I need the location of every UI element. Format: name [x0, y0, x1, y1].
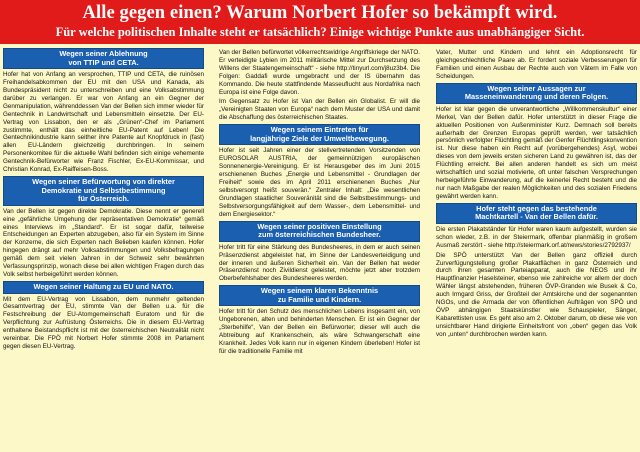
- section-heading-direct-democracy: Wegen seiner Befürwortung von direkter Demokratie und Selbstbestimmung für Österreich.: [3, 176, 204, 206]
- text-column-1: [3, 46, 204, 448]
- text-column-3: [436, 46, 637, 448]
- section-heading-eu-nato: Wegen seiner Haltung zu EU und NATO.: [3, 281, 204, 294]
- paragraph-environment: Hofer ist seit Jahren einer der stellvertretenden Vorsitzenden von EUROSOLAR AUSTRIA, der gemeinnützigen europäischen Sonnenenergie-Vereinigung. Er ist Herausgeber des im Juni 2015 erschienenen Buches „Energie und Lebensmittel - Grundlagen der Freiheit“ sowie des im April 2011 erschienenen Buches „Nur selbstversorgt heißt souverän.“ Zentraler Inhalt: „Die wesentlichen Grundlagen staatlicher Souveränität sind die Selbstbestimmungs- und Selbstversorgungsfähigkeit auf dem Wasser-, dem Lebensmittel- und dem Energiesektor.“: [219, 147, 420, 218]
- headline-banner: [0, 0, 640, 44]
- paragraph-direct-democracy: Van der Bellen ist gegen direkte Demokratie. Diese nennt er generell eine „gefährliche Umgehung der repräsentativen Demokratie“ gemäß eines Interviews im „Standard“. Er ist sogar dafür, teilweise Entscheidungen an Experten abzugeben, also für ein System im Sinne der Konzerne, die sich Experten nach Belieben kaufen können. Hofer hingegen drängt auf mehr Volksabstimmungen und Volksbefragungen gemäß dem seit vielen Jahren in der Schweiz sehr bewährten Verfassungsprinzip, wonach diese bei allen wichtigen Fragen durch das Volk selbst herbeigeführt werden können.: [3, 207, 204, 278]
- paragraph-family-continued: Vater, Mutter und Kindern und lehnt ein Adoptionsrecht für gleichgeschlechtliche Paare ab. Er fordert soziale Verbesserungen für Familien und einen Ausbau der Rechte auch von Vätern im Falle von Scheidungen.: [436, 49, 637, 80]
- headline: Alle gegen einen? Warum Norbert Hofer so bekämpft wird.: [82, 3, 558, 23]
- subheadline: Für welche politischen Inhalte steht er tatsächlich? Einige wichtige Punkte aus unabhängiger Sicht.: [55, 25, 585, 39]
- paragraph-army: Hofer tritt für eine Stärkung des Bundesheeres, in dem er auch seinen Präsenzdienst abgeleistet hat, im Sinne der Landesverteidigung und der inneren und äußeren Sicherheit ein. Van der Bellen hat weder Präsenzdienst noch Zivildienst geleistet, möchte jetzt aber trotzdem Oberbefehlshaber des Bundesheeres werden.: [219, 243, 420, 283]
- paragraph-eu-nato: Mit dem EU-Vertrag von Lissabon, dem nunmehr geltenden Gesamtvertrag der EU, stimmte Van der Bellen u.a. für die Festschreibung der EU-Atomgemeinschaft Euratom und für die Verpflichtung zur Aufrüstung Österreichs. Die in diesem EU-Vertrag enthaltene Beistandspflicht ist mit der österreichischen Neutralität nicht vereinbar. Die FPÖ mit Norbert Hofer stimmte 2008 im Parlament gegen diesen EU-Vertrag.: [3, 295, 204, 350]
- paragraph-nato-wars: Van der Bellen befürwortet völkerrechtswidrige Angriffskriege der NATO. Er verteidigte Lybien im 2011 militärische Mittel zur Durchsetzung des Willens der Staatengemeinschaft“ - siehe http://tinyurl.com/j8uz3b4. Die Folgen: Gaddafi wurde umgebracht und der IS übernahm das Kommando. Die heute stattfindende Masseuflucht aus Nordafrika nach Europa ist eine Folge davon.: [219, 49, 420, 96]
- section-heading-power-cartel: Hofer steht gegen das bestehende Machtkartell - Van der Bellen dafür.: [436, 203, 637, 224]
- section-heading-army: Wegen seiner positiven Einstellung zum österreichischen Bundesheer.: [219, 221, 420, 242]
- section-heading-ttip-ceta: Wegen seiner Ablehnung von TTIP und CETA.: [3, 48, 204, 69]
- paragraph-ttip-ceta: Hofer hat von Anfang an versprochen, TTIP und CETA, die ruinösen Freihandelsabkommen der EU mit den USA und Kanada, als Bundespräsident nicht zu unterschreiben und eine Volksabstimmung darüber zu verlangen. Er war von Anfang an ein Gegner der Genmanipulation, währenddessen Van der Bellen sich immer wieder für Gentechnik in Landwirtschaft und Lebensmitteln einsetzte. Der EU-Vertrag von Lissabon, den er als „Grünen“-Chef im Parlament zustimmte, enthält das einheitliche EU-Patent auf Leben! Die Gentechnikindustrie kann seither ihre Patente auf Knopfdruck in (fast) allen EU-Ländern gleichzeitig durchbringen. In seinem Personenkomitee für die aktuelle Wahl befinden sich einige vehemente Gentechnik-Befürworter wie Franz Fischler, Ex-EU-Kommissar, und Christian Konrad, Ex-Raiffeisen-Boss.: [3, 71, 204, 174]
- section-heading-environment: Wegen seinem Eintreten für langjährige Ziele der Umweltbewegung.: [219, 124, 420, 145]
- paragraph-immigration: Hofer ist klar gegen die unverantwortliche „Willkommenskultur“ einer Merkel, Van der Bellen dafür. Hofer unterstützt in dieser Frage die aktuellen Positionen von Außenminister Kurz. Demnach soll bereits außerhalb der Grenzen Europas geprüft werden, wer tatsächlich persönlich verfolgter Flüchtling gemäß der Genfer Flüchtlingskonvention ist. Nur diese haben ein Recht auf (vorübergehendes) Asyl, wobei dieses von dem jeweils ersten sicheren Land zu gewähren ist, das der Flüchtling erreicht. Bei allen anderen handelt es sich um meist wirtschaftlich und sozial motivierte, oft unter falschen Versprechungen herbeigeführte Einwanderung, auf die keinerlei Recht besteht und die nur nach Maßgabe der realen Möglichkeiten und des sozialen Friedens gewährt werden kann.: [436, 105, 637, 200]
- section-heading-family: Wegen seinem klaren Bekenntnis zu Familie und Kindern.: [219, 285, 420, 306]
- paragraph-globalist: Im Gegensatz zu Hofer ist Van der Bellen ein Globalist. Er will die „Vereinigten Staaten von Europa“ nach dem Muster der USA und damit die Abschaffung des österreichischen Staates.: [219, 98, 420, 122]
- paragraph-posters: Die ersten Plakatständer für Hofer waren kaum aufgestellt, wurden sie schon wieder, z.B. in der Steiermark, offenbar planmäßig in großem Ausmaß zerstört - siehe http://steiermark.orf.at/news/stories/2792937/: [436, 225, 637, 249]
- section-heading-immigration: Wegen seiner Aussagen zur Masseneinwanderung und deren Folgen.: [436, 83, 637, 104]
- paragraph-supporters: Die SPÖ unterstützt Van der Bellen ganz offiziell durch Zurverfügungstellung großer Plakatflächen in ganz Österreich und durch ihren gesamten Parteiapparat, auch die NEOS und ihr Hauptfinanzier Haselsteiner, ebenso wie zahlreiche vor allem der doch Wähler längst abstehenden, früheren ÖVP-Granden wie Busek & Co, auch Irmgard Griss, der Großteil der Amtskirche und der sogenannten NGOs, und die Armada der von öffentlichen Aufträgen von SPÖ und ÖVP abhängigen Staatskünstler wie Schauspieler, Sänger, Kabarettisten usw. Es geht also am 2. Oktober darum, ob diese wie von unsichtbarer Hand dirigierte Einheitsfront von „oben“ gegen das Volk von „unten“ durchbrochen werden kann.: [436, 251, 637, 338]
- text-column-2: [219, 46, 420, 448]
- paragraph-family: Hofer tritt für den Schutz des menschlichen Lebens insgesamt ein, von Ungeborenen, alten und behinderten Menschen. Er ist ein Gegner der „Sterbehilfe“, Van der Bellen ein Befürworter; dieser will auch die Abtreibung auf Krankenschein, als wäre Schwangerschaft eine Krankheit. Jedes Volk kann nur in eigenen Kindern überleben! Hofer ist für die traditionelle Familie mit: [219, 308, 420, 355]
